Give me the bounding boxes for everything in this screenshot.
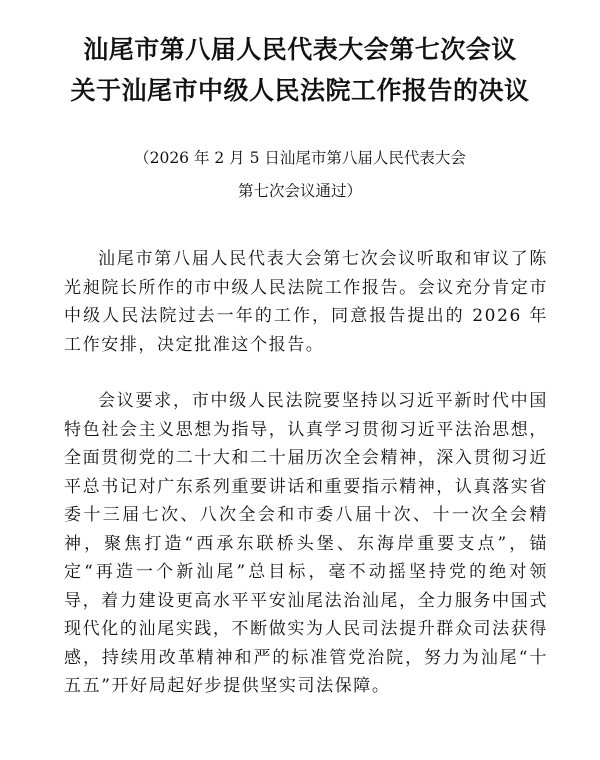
body-paragraph-1: 汕尾市第八届人民代表大会第七次会议听取和审议了陈光昶院长所作的市中级人民法院工作报告。会议充分肯定市中级人民法院过去一年的工作，同意报告提出的 2026 年工作安排，决定批准这个报告。 xyxy=(64,249,548,355)
adoption-note-line-1: （2026 年 2 月 5 日汕尾市第八届人民代表大会 xyxy=(134,149,466,167)
body-paragraph-2: 会议要求，市中级人民法院要坚持以习近平新时代中国特色社会主义思想为指导，认真学习贯彻习近平法治思想，全面贯彻党的二十大和二十届历次全会精神，深入贯彻习近平总书记对广东系列重要讲话和重要指示精神，认真落实省委十三届七次、八次全会和市委八届十次、十一次全会精神，聚焦打造“西承东联桥头堡、东海岸重要支点”，锚定“再造一个新汕尾”总目标，毫不动摇坚持党的绝对领导，着力建设更高水平平安汕尾法治汕尾，全力服务中国式现代化的汕尾实践，不断做实为人民司法提升群众司法获得感，持续用改革精神和严的标准管党治院，努力为汕尾“十五五”开好局起好步提供坚实司法保障。 xyxy=(64,391,548,696)
document-title-line-2: 关于汕尾市中级人民法院工作报告的决议 xyxy=(70,76,530,105)
document-title-line-1: 汕尾市第八届人民代表大会第七次会议 xyxy=(83,35,517,64)
adoption-note-line-2: 第七次会议通过） xyxy=(237,182,362,200)
